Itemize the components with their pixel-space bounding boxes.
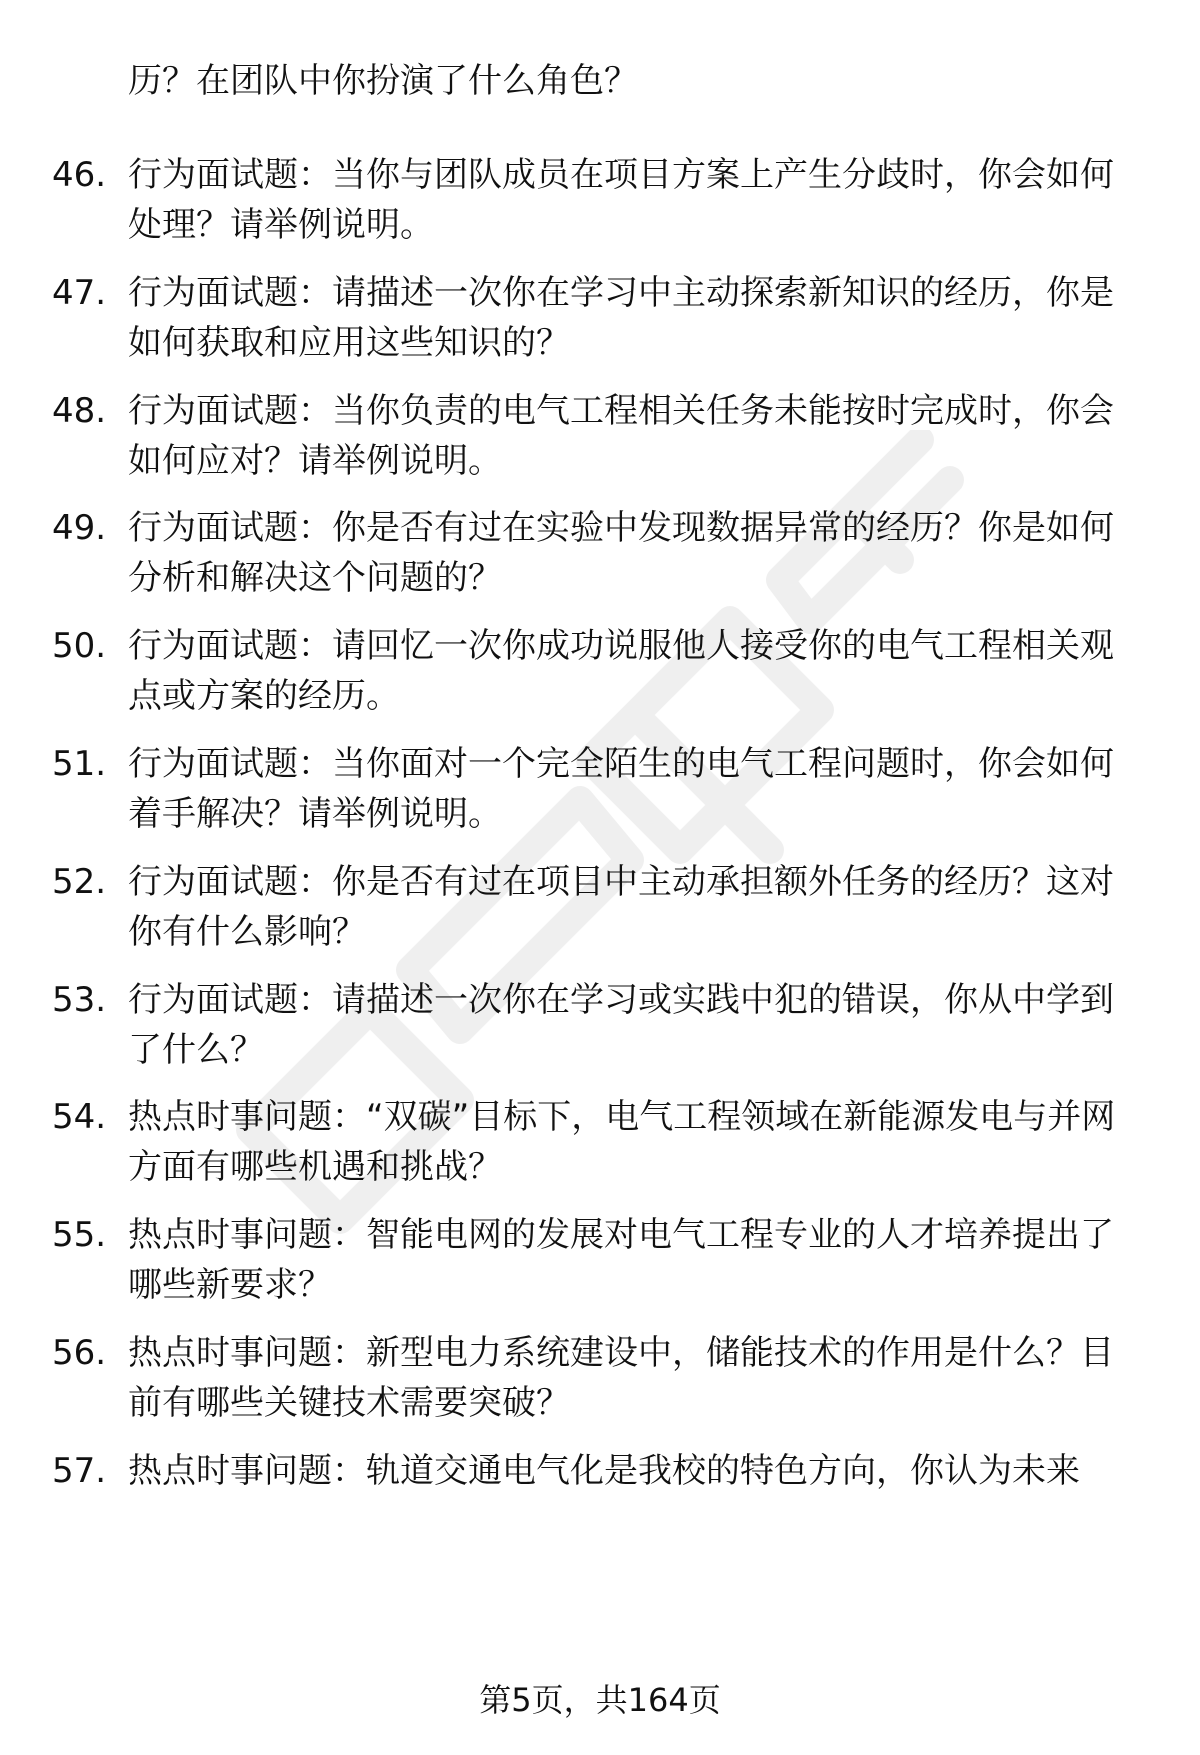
- question-number: 47.: [52, 272, 107, 313]
- question-item: [0, 1210, 1200, 1328]
- question-item: [0, 975, 1200, 1093]
- question-item: [0, 1328, 1200, 1446]
- question-number: 54.: [52, 1097, 107, 1138]
- continuation-text: 历？在团队中你扮演了什么角色？: [128, 61, 638, 101]
- question-number: 57.: [52, 1450, 107, 1491]
- question-number: 49.: [52, 508, 107, 549]
- question-item: [0, 150, 1200, 268]
- question-number: 56.: [52, 1332, 107, 1373]
- question-item: [0, 1092, 1200, 1210]
- question-text: 行为面试题：你是否有过在项目中主动承担额外任务的经历？这对你有什么影响？: [128, 861, 1114, 952]
- page-footer: 第5页，共164页: [479, 1681, 721, 1719]
- question-number: 55.: [52, 1215, 107, 1256]
- question-number: 50.: [52, 626, 107, 667]
- question-text: 行为面试题：当你负责的电气工程相关任务未能按时完成时，你会如何应对？请举例说明。: [128, 390, 1114, 481]
- question-text: 行为面试题：你是否有过在实验中发现数据异常的经历？你是如何分析和解决这个问题的？: [128, 508, 1114, 599]
- question-text: 热点时事问题：“双碳”目标下，电气工程领域在新能源发电与并网方面有哪些机遇和挑战？: [128, 1097, 1116, 1188]
- question-number: 53.: [52, 979, 107, 1020]
- question-item: [0, 1446, 1200, 1564]
- question-number: 52.: [52, 861, 107, 902]
- question-number: 51.: [52, 743, 107, 784]
- question-text: 行为面试题：当你与团队成员在项目方案上产生分歧时，你会如何处理？请举例说明。: [128, 155, 1114, 245]
- question-number: 48.: [52, 390, 107, 431]
- question-item: [0, 386, 1200, 504]
- question-number: 46.: [52, 155, 107, 195]
- question-text: 热点时事问题：智能电网的发展对电气工程专业的人才培养提出了哪些新要求？: [128, 1215, 1114, 1306]
- question-text: 热点时事问题：新型电力系统建设中，储能技术的作用是什么？目前有哪些关键技术需要突破？: [128, 1332, 1114, 1423]
- question-text: 行为面试题：请回忆一次你成功说服他人接受你的电气工程相关观点或方案的经历。: [128, 626, 1114, 717]
- question-item: [0, 739, 1200, 857]
- question-text: 热点时事问题：轨道交通电气化是我校的特色方向，你认为未来: [128, 1450, 1080, 1491]
- question-text: 行为面试题：请描述一次你在学习或实践中犯的错误，你从中学到了什么？: [128, 979, 1114, 1070]
- question-item: [0, 268, 1200, 386]
- question-list: [0, 150, 1200, 1564]
- question-text: 行为面试题：请描述一次你在学习中主动探索新知识的经历，你是如何获取和应用这些知识的？: [128, 272, 1114, 363]
- question-item: [0, 621, 1200, 739]
- question-item: [0, 857, 1200, 975]
- question-item: [0, 503, 1200, 621]
- question-text: 行为面试题：当你面对一个完全陌生的电气工程问题时，你会如何着手解决？请举例说明。: [128, 743, 1114, 834]
